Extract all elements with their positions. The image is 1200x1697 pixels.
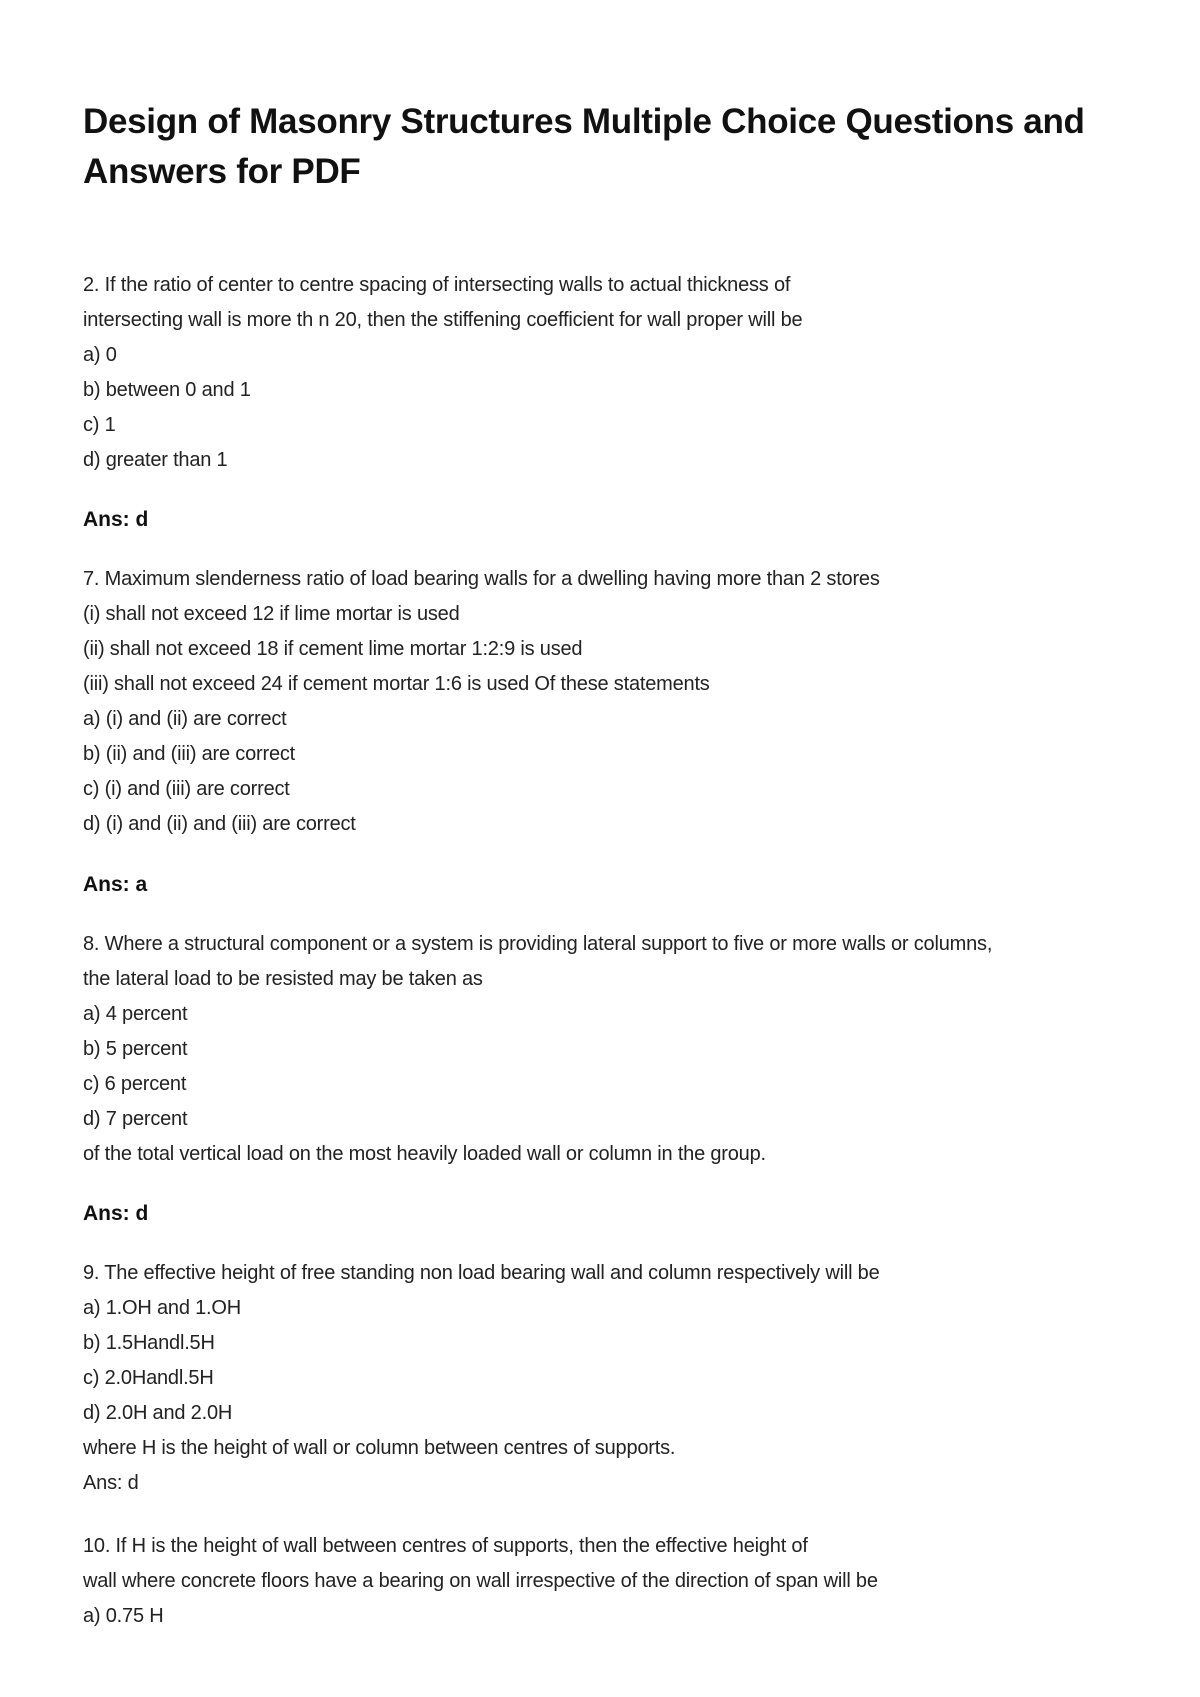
question-7-text: 7. Maximum slenderness ratio of load bearing walls for a dwelling having more than 2 stores — [83, 568, 880, 590]
question-2-answer: Ans: d — [83, 508, 149, 531]
question-10-text: 10. If H is the height of wall between centres of supports, then the effective height of — [83, 1535, 808, 1557]
question-2-option-d: d) greater than 1 — [83, 449, 228, 471]
question-8-option-d: d) 7 percent — [83, 1108, 188, 1130]
document-title: Design of Masonry Structures Multiple Choice Questions and Answers for PDF — [83, 102, 1085, 191]
question-2-text-continued: intersecting wall is more th n 20, then the stiffening coefficient for wall proper will be — [83, 309, 803, 331]
question-9-option-b: b) 1.5Handl.5H — [83, 1332, 215, 1354]
question-9-text-tail: where H is the height of wall or column between centres of supports. — [83, 1437, 676, 1459]
question-8-text-tail: of the total vertical load on the most heavily loaded wall or column in the group. — [83, 1143, 766, 1165]
question-9-option-a: a) 1.OH and 1.OH — [83, 1297, 241, 1319]
question-2-text: 2. If the ratio of center to centre spacing of intersecting walls to actual thickness of — [83, 274, 791, 296]
question-7-option-b: b) (ii) and (iii) are correct — [83, 743, 296, 765]
question-7-statement-i: (i) shall not exceed 12 if lime mortar is used — [83, 603, 460, 625]
question-7-option-d: d) (i) and (ii) and (iii) are correct — [83, 813, 356, 835]
question-7-statement-iii: (iii) shall not exceed 24 if cement mortar 1:6 is used Of these statements — [83, 673, 710, 695]
question-8-option-c: c) 6 percent — [83, 1073, 187, 1095]
question-8-option-b: b) 5 percent — [83, 1038, 188, 1060]
question-2-option-b: b) between 0 and 1 — [83, 379, 251, 401]
question-8-option-a: a) 4 percent — [83, 1003, 188, 1025]
question-7-option-a: a) (i) and (ii) are correct — [83, 708, 287, 730]
question-9-answer: Ans: d — [83, 1472, 139, 1494]
question-8-text: 8. Where a structural component or a system is providing lateral support to five or more walls or columns, — [83, 933, 993, 955]
question-10-option-a: a) 0.75 H — [83, 1605, 164, 1627]
question-8-answer: Ans: d — [83, 1202, 149, 1225]
question-2-option-a: a) 0 — [83, 344, 117, 366]
question-7-answer: Ans: a — [83, 873, 148, 896]
question-7-statement-ii: (ii) shall not exceed 18 if cement lime mortar 1:2:9 is used — [83, 638, 583, 660]
question-10-text-continued: wall where concrete floors have a bearing on wall irrespective of the direction of span will be — [83, 1570, 878, 1592]
question-9-text: 9. The effective height of free standing non load bearing wall and column respectively will be — [83, 1262, 880, 1284]
question-9-option-c: c) 2.0Handl.5H — [83, 1367, 214, 1389]
question-7-option-c: c) (i) and (iii) are correct — [83, 778, 290, 800]
question-8-text-continued: the lateral load to be resisted may be taken as — [83, 968, 483, 990]
question-9-option-d: d) 2.0H and 2.0H — [83, 1402, 233, 1424]
question-2-option-c: c) 1 — [83, 414, 116, 436]
